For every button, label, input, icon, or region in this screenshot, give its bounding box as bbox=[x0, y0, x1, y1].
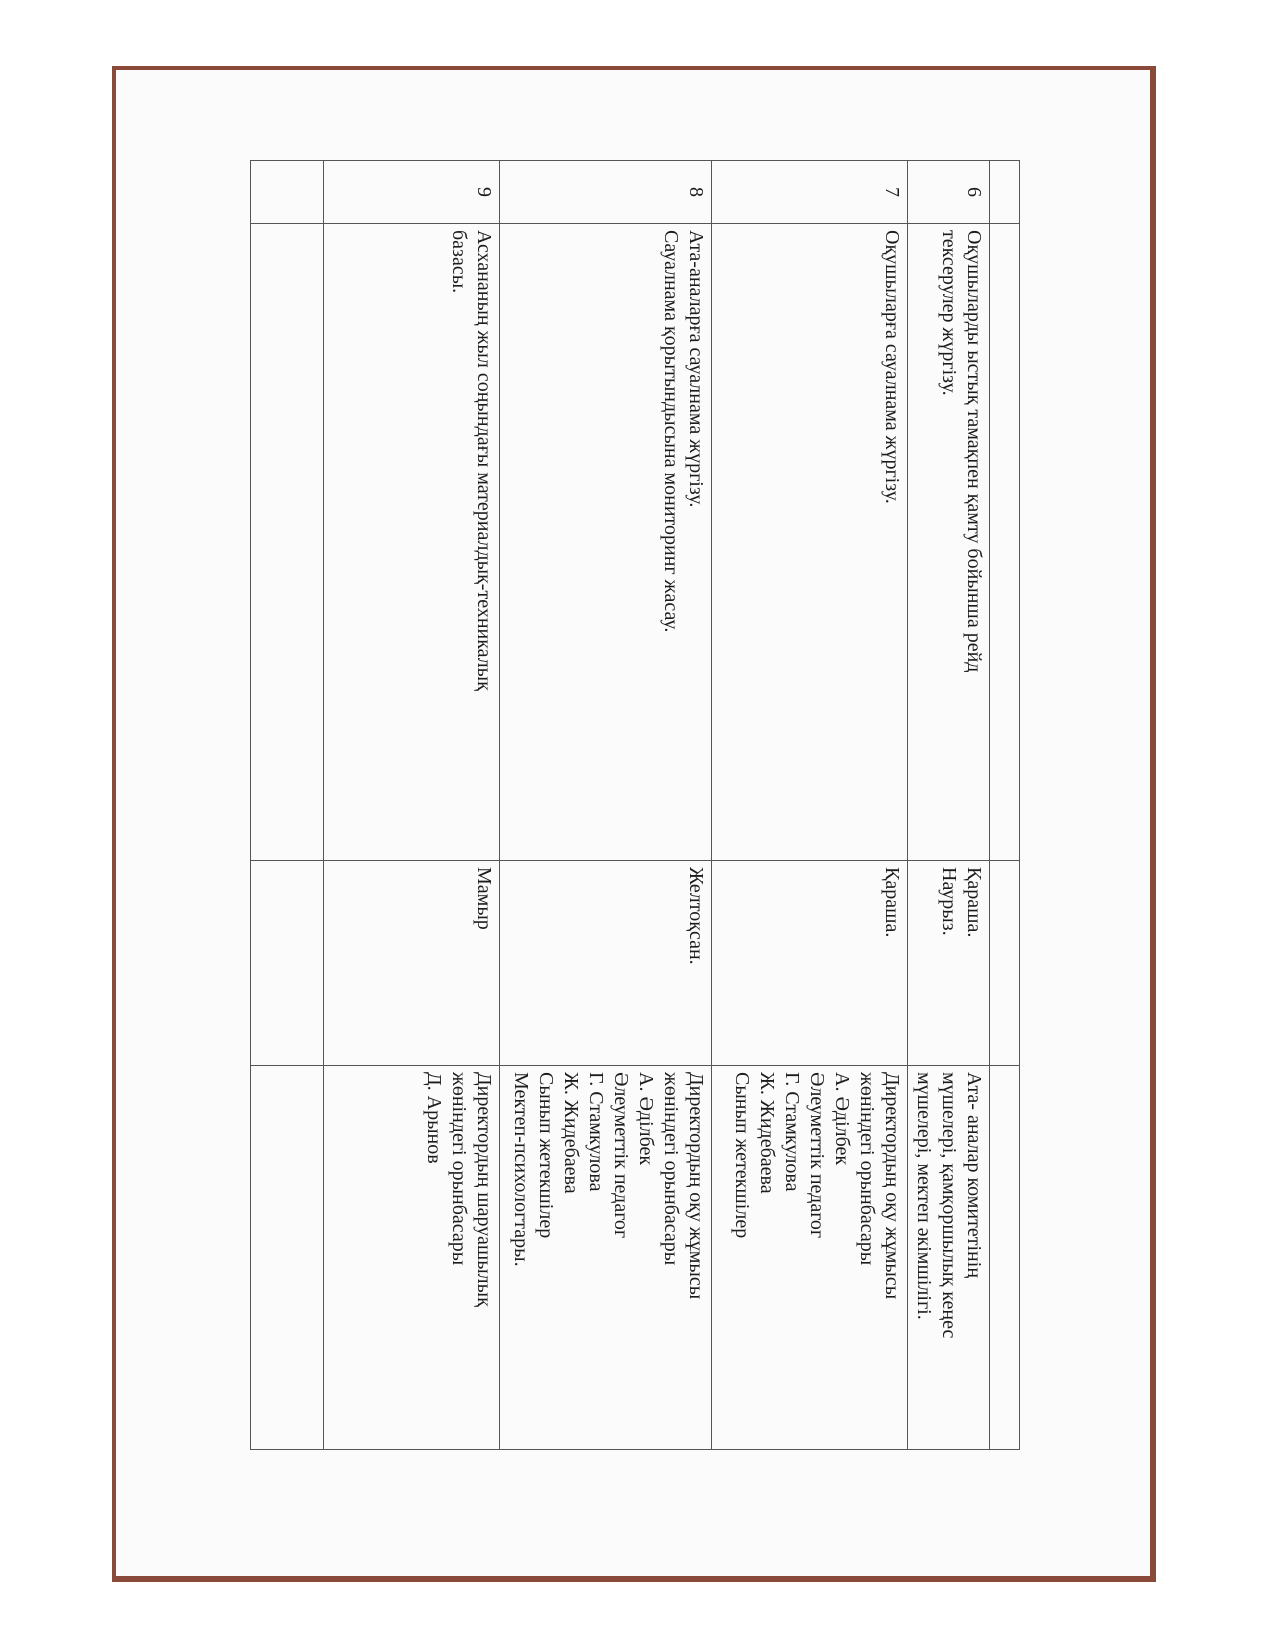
responsible-line: Директордың оқу жұмысы bbox=[881, 1072, 903, 1300]
table-row bbox=[500, 161, 712, 1450]
activity-line: Оқушыларды ыстық тамақпен қамту бойынша рейд bbox=[963, 230, 985, 673]
responsible-line: жөніндегі орынбасары bbox=[448, 1072, 470, 1266]
row-number: 7 bbox=[712, 161, 908, 224]
responsible-cell bbox=[712, 1066, 908, 1450]
activity-line: базасы. bbox=[448, 230, 470, 294]
time-line: Қараша. bbox=[881, 867, 903, 938]
responsible-line: мүшелері, қамқоршылық кеңес bbox=[938, 1072, 960, 1339]
activity-line: Оқушыларға сауалнама жүргізу. bbox=[881, 230, 903, 504]
plan-table bbox=[250, 160, 1020, 1450]
responsible-line: Г. Стамкулова bbox=[781, 1072, 803, 1192]
responsible-line: Әлеуметтік педагог bbox=[806, 1072, 828, 1239]
activity-cell bbox=[712, 224, 908, 861]
responsible-line: Сынып жетекшілер bbox=[731, 1072, 753, 1239]
responsible-line: Д. Арынов bbox=[423, 1072, 445, 1164]
empty-cell bbox=[990, 1066, 1020, 1450]
table-row bbox=[908, 161, 990, 1450]
table-row-empty bbox=[251, 161, 324, 1450]
empty-cell bbox=[990, 861, 1020, 1066]
responsible-line: Ата- аналар комитетінің bbox=[963, 1072, 985, 1279]
activity-cell bbox=[324, 224, 500, 861]
responsible-line: Директордың оқу жұмысы bbox=[685, 1072, 707, 1300]
time-line: Желтоқсан. bbox=[685, 867, 707, 965]
time-cell bbox=[500, 861, 712, 1066]
time-cell bbox=[324, 861, 500, 1066]
activity-cell bbox=[500, 224, 712, 861]
responsible-line: Мектеп-психологтары. bbox=[510, 1072, 532, 1267]
empty-cell bbox=[251, 224, 324, 861]
activity-line: тексерулер жүргізу. bbox=[938, 230, 960, 396]
responsible-line: А. Әділбек bbox=[831, 1072, 853, 1166]
rotated-page-content bbox=[257, 160, 1020, 1449]
table-row bbox=[324, 161, 500, 1450]
responsible-line: жөніндегі орынбасары bbox=[856, 1072, 878, 1266]
responsible-line: Ж. Жидебаева bbox=[560, 1072, 582, 1194]
row-number: 8 bbox=[500, 161, 712, 224]
responsible-line: Ж. Жидебаева bbox=[756, 1072, 778, 1194]
empty-cell bbox=[990, 161, 1020, 224]
responsible-cell bbox=[500, 1066, 712, 1450]
responsible-line: Әлеуметтік педагог bbox=[610, 1072, 632, 1239]
activity-line: Сауалнама қорытындысына мониторинг жасау. bbox=[660, 230, 682, 633]
empty-cell bbox=[251, 161, 324, 224]
responsible-line: жөніндегі орынбасары bbox=[660, 1072, 682, 1266]
time-cell bbox=[908, 861, 990, 1066]
time-line: Қараша. bbox=[963, 867, 985, 938]
responsible-line: Г. Стамкулова bbox=[585, 1072, 607, 1192]
responsible-line: Директордың шаруашылық bbox=[473, 1072, 495, 1307]
responsible-line: Сынып жетекшілер bbox=[535, 1072, 557, 1239]
row-number: 9 bbox=[324, 161, 500, 224]
empty-cell bbox=[251, 861, 324, 1066]
empty-cell bbox=[990, 224, 1020, 861]
responsible-line: А. Әділбек bbox=[635, 1072, 657, 1166]
activity-cell bbox=[908, 224, 990, 861]
responsible-cell bbox=[324, 1066, 500, 1450]
table-row bbox=[712, 161, 908, 1450]
activity-line: Ата-аналарға сауалнама жүргізу. bbox=[685, 230, 707, 508]
time-line: Мамыр bbox=[473, 867, 495, 930]
table-row-header-remnant bbox=[990, 161, 1020, 1450]
empty-cell bbox=[251, 1066, 324, 1450]
responsible-line: мүшелері, мектеп әкімшілігі. bbox=[913, 1072, 935, 1320]
time-cell bbox=[712, 861, 908, 1066]
time-line: Наурыз. bbox=[938, 867, 960, 936]
row-number: 6 bbox=[908, 161, 990, 224]
responsible-cell bbox=[908, 1066, 990, 1450]
activity-line: Асхананың жыл соңындағы материалдық-техникалық bbox=[473, 230, 495, 691]
